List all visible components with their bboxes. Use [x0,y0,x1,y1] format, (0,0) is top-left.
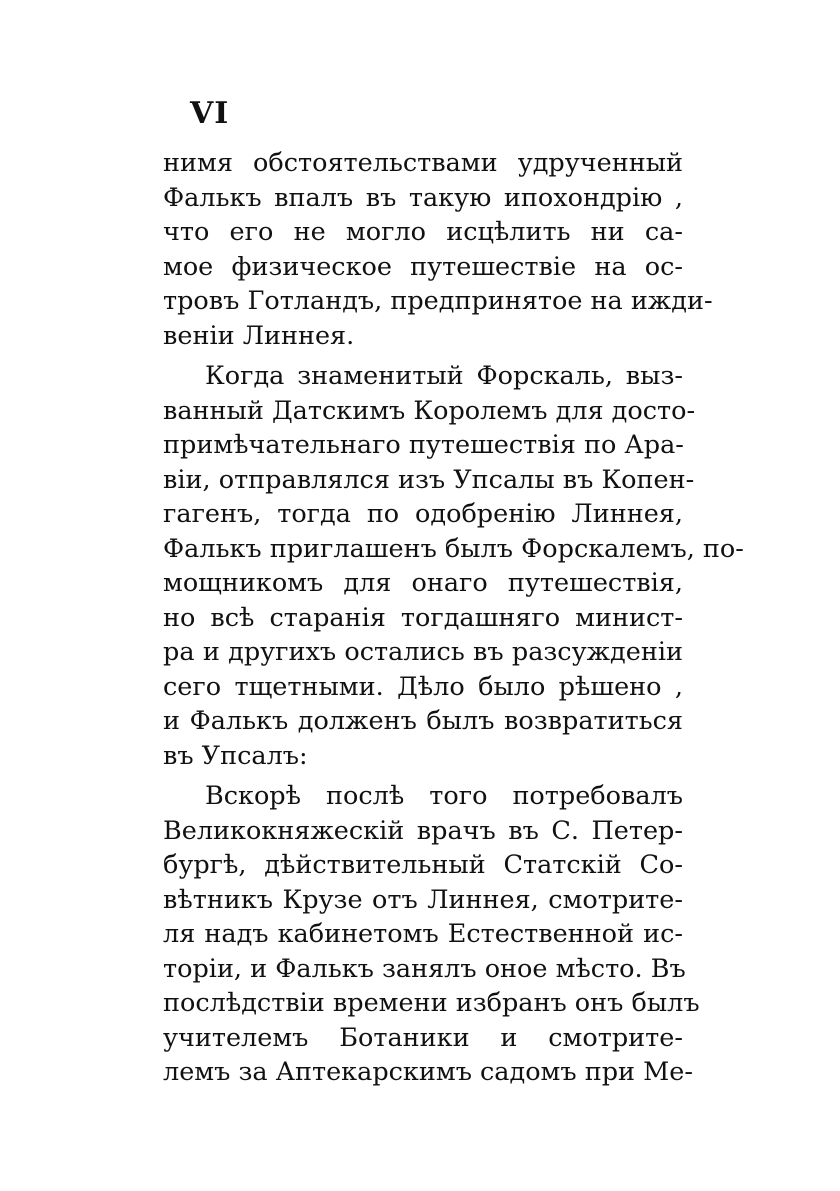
text-line: сего тщетными. Дѣло было рѣшено , [163,671,683,702]
text-line: ванный Датскимъ Королемъ для досто- [163,395,696,426]
text-line: віи, отправлялся изъ Упсалы въ Копен- [163,464,695,495]
paragraph-2 [163,359,744,773]
text-line: бургѣ, дѣйствительный Статскій Со- [163,850,683,880]
paragraph-3 [163,779,700,1090]
text-line: мощникомъ для онаго путешествія, [163,568,683,598]
text-line: но всѣ старанія тогдашняго минист- [163,602,683,633]
text-line: въ Упсалъ: [163,740,308,771]
text-line: мое физическое путешествіе на ос- [163,251,683,282]
paragraph-1 [163,146,713,353]
text-line: лемъ за Аптекарскимъ садомъ при Ме- [163,1057,693,1087]
body-text [163,146,744,1090]
text-line: вѣтникъ Крузе отъ Линнея, смотрите- [163,884,683,915]
text-line: примѣчательнаго путешествія по Ара- [163,430,684,460]
text-line: веніи Линнея. [163,320,355,351]
text-line: и Фалькъ долженъ былъ возвратиться [163,706,683,736]
text-line: ля надъ кабинетомъ Естественной ис- [163,919,683,949]
text-line: торіи, и Фалькъ занялъ оное мѣсто. Въ [163,953,686,984]
text-line: учителемъ Ботаники и смотрите- [163,1022,683,1053]
text-line: ра и другихъ остались въ разсужденіи [163,637,683,667]
text-line: Фалькъ впалъ въ такую ипохондрію , [163,182,683,213]
page-number: VI [190,96,230,131]
text-line: Великокняжескій врачъ въ С. Петер- [163,815,683,846]
text-line: Когда знаменитый Форскаль, выз- [205,361,683,391]
text-line: Вскорѣ послѣ того потребовалъ [205,781,683,811]
text-line: Фалькъ приглашенъ былъ Форскалемъ, по- [163,533,744,564]
text-line: нимя обстоятельствами удрученный [163,148,683,178]
text-line: тровъ Готландъ, предпринятое на ижди- [163,286,713,316]
text-line: послѣдствіи времени избранъ онъ былъ [163,988,700,1018]
text-line: что его не могло исцѣлить ни са- [163,217,683,247]
text-line: гагенъ, тогда по одобренію Линнея, [163,499,683,529]
